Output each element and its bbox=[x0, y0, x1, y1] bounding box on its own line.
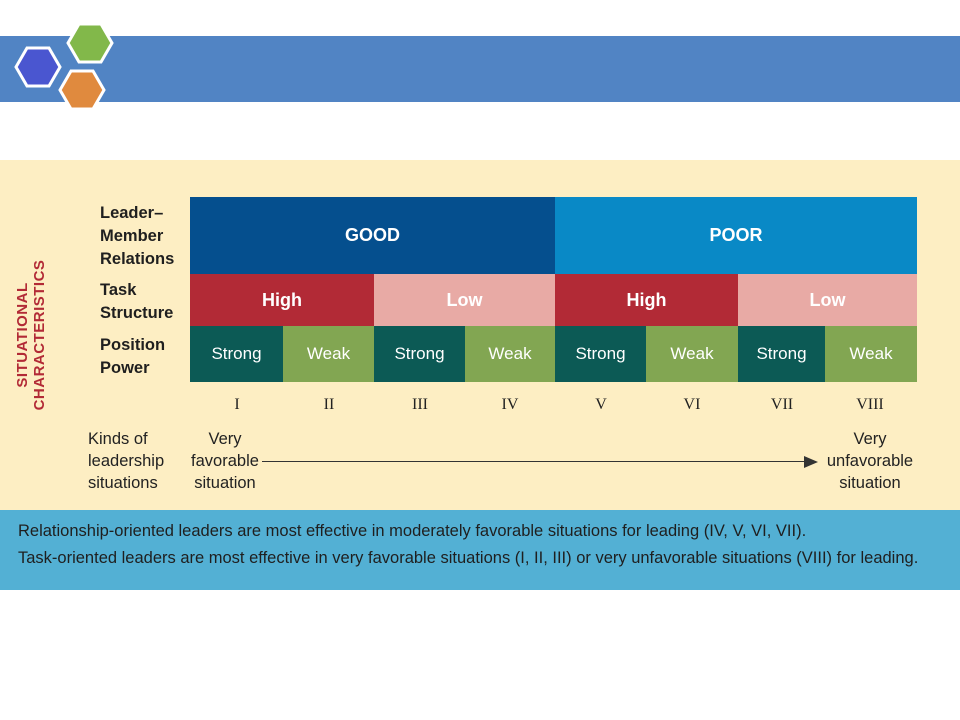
row-label-leader-member-relations bbox=[100, 202, 174, 271]
row-label-line: Power bbox=[100, 359, 150, 377]
favorability-arrow-line bbox=[262, 461, 810, 462]
task-label: Low bbox=[809, 289, 846, 310]
power-weak-cell bbox=[465, 326, 555, 382]
power-weak-cell bbox=[825, 326, 917, 382]
situation-numeral: II bbox=[323, 396, 335, 413]
hexagon-green-icon bbox=[68, 24, 112, 62]
text-line: Kinds of bbox=[88, 430, 148, 448]
power-label: Strong bbox=[575, 344, 626, 363]
kinds-of-leadership-label bbox=[88, 428, 164, 494]
situation-numeral: I bbox=[234, 396, 240, 413]
very-favorable-label bbox=[190, 428, 260, 494]
very-unfavorable-label bbox=[822, 428, 918, 494]
row-label-line: Structure bbox=[100, 304, 174, 322]
situation-numeral: IV bbox=[501, 396, 519, 413]
task-high-cell bbox=[555, 274, 738, 326]
arrow-right-icon bbox=[804, 456, 818, 468]
task-label: High bbox=[626, 289, 667, 310]
task-high-cell bbox=[190, 274, 374, 326]
relations-good-label: GOOD bbox=[344, 225, 400, 245]
power-strong-cell bbox=[738, 326, 825, 382]
hexagon-logo bbox=[10, 18, 120, 124]
row-label-line: Position bbox=[100, 336, 166, 354]
text-line: favorable bbox=[191, 452, 259, 470]
power-weak-cell bbox=[283, 326, 374, 382]
power-label: Weak bbox=[670, 344, 714, 363]
note-relationship-oriented: Relationship-oriented leaders are most effective in moderately favorable situations for leading (IV, V, VI, VII). bbox=[18, 522, 807, 540]
row-label-position-power bbox=[100, 334, 165, 380]
text-line: situation bbox=[194, 474, 256, 492]
header-bar bbox=[0, 36, 960, 102]
power-label: Strong bbox=[211, 344, 262, 363]
power-strong-cell bbox=[555, 326, 646, 382]
side-label-line2: CHARACTERISTICS bbox=[31, 259, 48, 411]
power-strong-cell bbox=[374, 326, 465, 382]
task-low-cell bbox=[374, 274, 555, 326]
note-task-oriented: Task-oriented leaders are most effective in very favorable situations (I, II, III) or very unfavorable situations (VIII) for leading. bbox=[18, 549, 919, 567]
row-label-line: Member bbox=[100, 227, 164, 245]
text-line: situations bbox=[88, 474, 158, 492]
row-label-line: Leader– bbox=[100, 204, 164, 222]
situation-numeral: VIII bbox=[856, 396, 884, 413]
situational-characteristics-label bbox=[14, 230, 54, 440]
power-strong-cell bbox=[190, 326, 283, 382]
row-label-line: Task bbox=[100, 281, 137, 299]
relations-poor-label: POOR bbox=[709, 225, 763, 245]
situation-numeral: VII bbox=[770, 396, 794, 413]
text-line: leadership bbox=[88, 452, 165, 470]
row-label-line: Relations bbox=[100, 250, 175, 268]
text-line: Very bbox=[208, 430, 242, 448]
side-label-line1: SITUATIONAL bbox=[14, 282, 31, 388]
situation-numeral: III bbox=[412, 396, 428, 413]
task-low-cell bbox=[738, 274, 917, 326]
relations-poor-cell bbox=[555, 197, 917, 274]
power-weak-cell bbox=[646, 326, 738, 382]
situation-numeral: VI bbox=[683, 396, 701, 413]
relations-good-cell bbox=[190, 197, 555, 274]
task-label: High bbox=[262, 289, 302, 310]
hexagon-blue-icon bbox=[16, 48, 60, 86]
power-label: Weak bbox=[488, 344, 532, 363]
power-label: Strong bbox=[756, 344, 807, 363]
power-label: Weak bbox=[306, 344, 351, 363]
text-line: situation bbox=[839, 474, 901, 492]
power-label: Strong bbox=[394, 344, 445, 363]
situation-numeral: V bbox=[595, 396, 607, 413]
row-label-task-structure bbox=[100, 279, 173, 325]
hexagon-orange-icon bbox=[60, 71, 104, 109]
power-label: Weak bbox=[849, 344, 893, 363]
text-line: unfavorable bbox=[826, 452, 914, 470]
text-line: Very bbox=[853, 430, 887, 448]
task-label: Low bbox=[446, 289, 483, 310]
